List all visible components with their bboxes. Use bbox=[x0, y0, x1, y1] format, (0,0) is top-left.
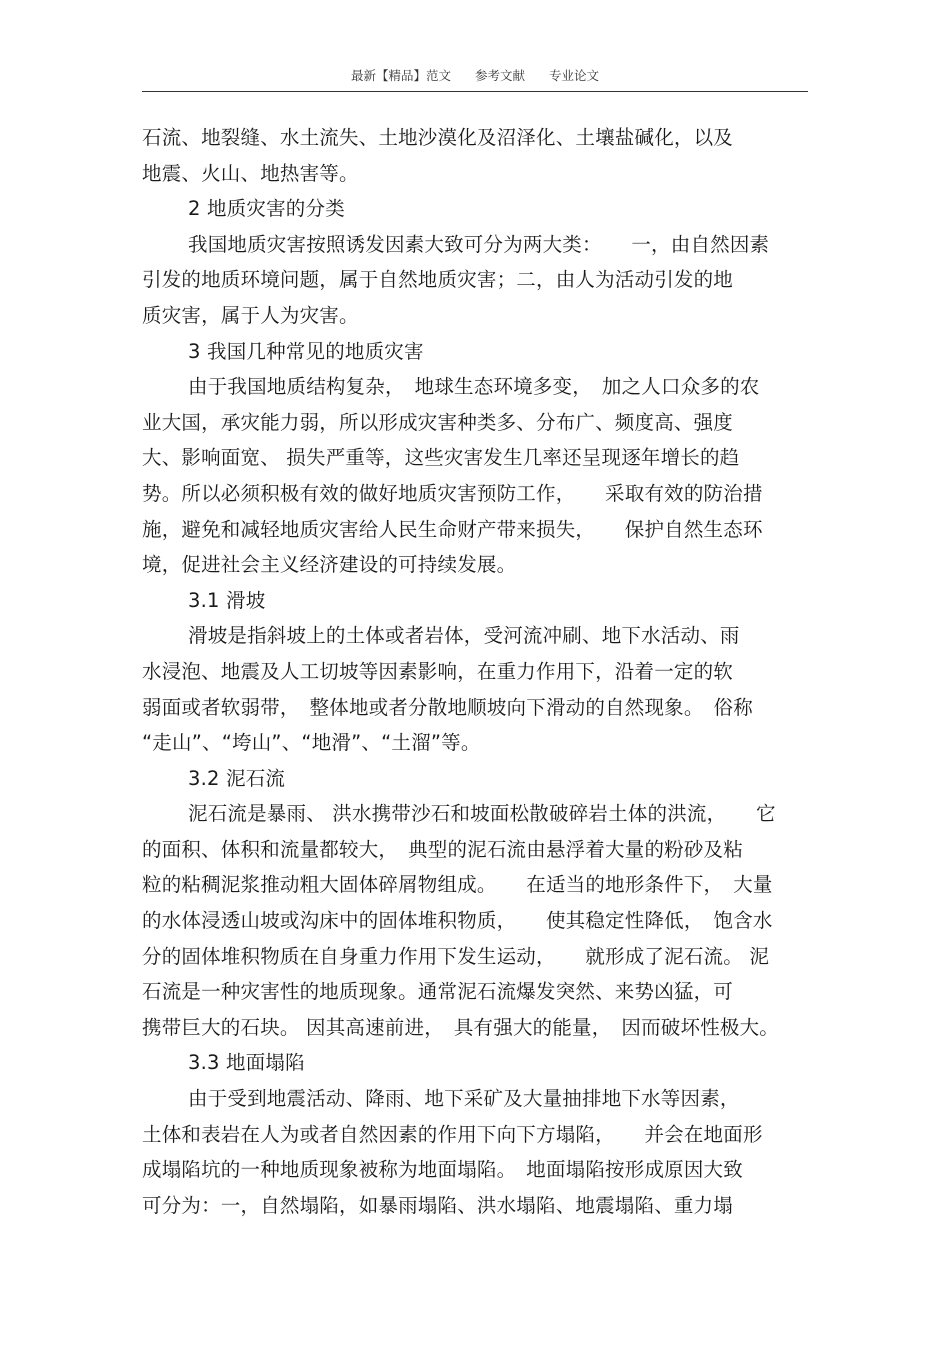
text-line: 的面积、体积和流量都较大， 典型的泥石流由悬浮着大量的粉砂及粘 bbox=[142, 837, 743, 861]
header-item: 最新【精品】范文 bbox=[350, 68, 451, 83]
text-line: 石流是一种灾害性的地质现象。通常泥石流爆发突然、来势凶猛，可 bbox=[142, 980, 734, 1004]
text-line: 滑坡是指斜坡上的土体或者岩体，受河流冲刷、地下水活动、雨 bbox=[188, 624, 740, 648]
text-line: 土体和表岩在人为或者自然因素的作用下向下方塌陷， 并会在地面形 bbox=[142, 1122, 763, 1146]
text-line: 3.3 地面塌陷 bbox=[188, 1051, 305, 1075]
header-item: 专业论文 bbox=[548, 68, 599, 83]
text-line: 可分为：一，自然塌陷，如暴雨塌陷、洪水塌陷、地震塌陷、重力塌 bbox=[142, 1193, 734, 1217]
text-line: 由于我国地质结构复杂， 地球生态环境多变， 加之人口众多的农 bbox=[188, 375, 760, 399]
page-header bbox=[142, 66, 808, 84]
text-line: 携带巨大的石块。 因其高速前进， 具有强大的能量， 因而破坏性极大。 bbox=[142, 1015, 779, 1039]
text-line: 质灾害，属于人为灾害。 bbox=[142, 303, 359, 327]
text-line: 水浸泡、地震及人工切坡等因素影响，在重力作用下，沿着一定的软 bbox=[142, 659, 734, 683]
text-line: 成塌陷坑的一种地质现象被称为地面塌陷。 地面塌陷按形成原因大致 bbox=[142, 1158, 743, 1182]
text-line: 引发的地质环境问题，属于自然地质灾害；二，由人为活动引发的地 bbox=[142, 268, 734, 292]
text-line: 泥石流是暴雨、 洪水携带沙石和坡面松散破碎岩土体的洪流， 它 bbox=[188, 802, 776, 826]
text-line: 势。所以必须积极有效的做好地质灾害预防工作， 采取有效的防治措 bbox=[142, 481, 763, 505]
text-line: 业大国，承灾能力弱，所以形成灾害种类多、分布广、频度高、强度 bbox=[142, 410, 734, 434]
text-line: 石流、地裂缝、水土流失、土地沙漠化及沼泽化、土壤盐碱化，以及 bbox=[142, 126, 734, 149]
text-line: 地震、火山、地热害等。 bbox=[142, 161, 359, 185]
document-body bbox=[142, 120, 808, 1223]
text-line: 我国地质灾害按照诱发因素大致可分为两大类： 一，由自然因素 bbox=[188, 232, 770, 256]
text-line: “走山”、“垮山”、“地滑”、“土溜”等。 bbox=[142, 731, 481, 755]
text-line: 2 地质灾害的分类 bbox=[188, 197, 345, 221]
text-line: 粒的粘稠泥浆推动粗大固体碎屑物组成。 在适当的地形条件下， 大量 bbox=[142, 873, 773, 897]
text-line: 3.2 泥石流 bbox=[188, 766, 286, 790]
text-line: 弱面或者软弱带， 整体地或者分散地顺坡向下滑动的自然现象。 俗称 bbox=[142, 695, 753, 719]
text-line: 3 我国几种常见的地质灾害 bbox=[188, 339, 424, 363]
text-line: 大、影响面宽、 损失严重等，这些灾害发生几率还呈现逐年增长的趋 bbox=[142, 446, 740, 470]
header-rule bbox=[142, 91, 808, 92]
text-line: 分的固体堆积物质在自身重力作用下发生运动， 就形成了泥石流。 泥 bbox=[142, 944, 770, 968]
text-line: 施，避免和减轻地质灾害给人民生命财产带来损失， 保护自然生态环 bbox=[142, 517, 763, 541]
text-line: 境，促进社会主义经济建设的可持续发展。 bbox=[142, 553, 517, 577]
text-line: 3.1 滑坡 bbox=[188, 588, 266, 612]
text-line: 由于受到地震活动、降雨、地下采矿及大量抽排地下水等因素， bbox=[188, 1087, 740, 1111]
text-line: 的水体浸透山坡或沟床中的固体堆积物质， 使其稳定性降低， 饱含水 bbox=[142, 909, 773, 933]
header-item: 参考文献 bbox=[474, 68, 525, 83]
